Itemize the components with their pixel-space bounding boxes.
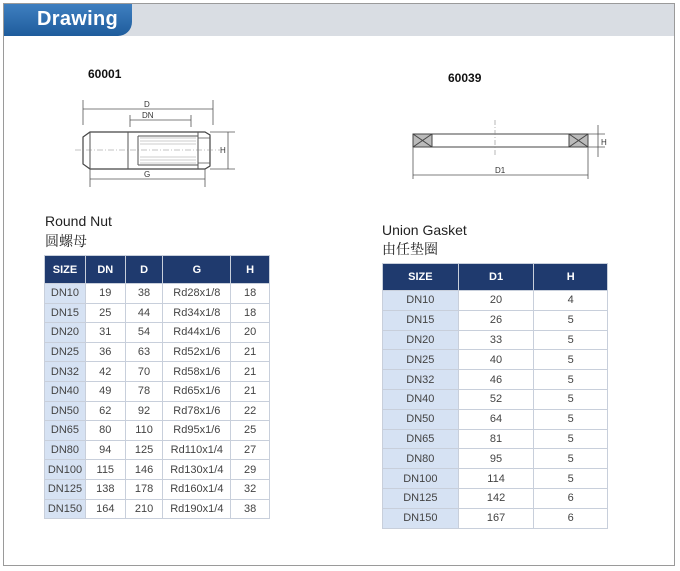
table-cell: 142 bbox=[458, 488, 534, 508]
table-cell: Rd95x1/6 bbox=[163, 421, 231, 441]
table-cell: Rd34x1/8 bbox=[163, 303, 231, 323]
table-cell: 38 bbox=[125, 284, 163, 304]
table-row bbox=[45, 460, 270, 480]
table-cell: 164 bbox=[85, 499, 125, 519]
table-cell: 81 bbox=[458, 429, 534, 449]
table-row bbox=[383, 291, 608, 311]
table-cell: 6 bbox=[534, 488, 608, 508]
table-cell: DN125 bbox=[45, 479, 86, 499]
left-table-header-g: G bbox=[163, 256, 231, 284]
table-cell: 5 bbox=[534, 449, 608, 469]
table-cell: DN20 bbox=[45, 323, 86, 343]
round-nut-table bbox=[44, 255, 270, 519]
table-cell: 138 bbox=[85, 479, 125, 499]
round-nut-caption-zh: 圆螺母 bbox=[45, 233, 87, 249]
table-cell: DN100 bbox=[45, 460, 86, 480]
table-cell: Rd52x1/6 bbox=[163, 342, 231, 362]
table-cell: DN50 bbox=[45, 401, 86, 421]
dim-dn-label: DN bbox=[142, 111, 154, 120]
round-nut-code: 60001 bbox=[88, 67, 122, 81]
table-cell: 6 bbox=[534, 508, 608, 528]
table-cell: 146 bbox=[125, 460, 163, 480]
table-cell: DN65 bbox=[45, 421, 86, 441]
table-cell: 80 bbox=[85, 421, 125, 441]
table-row bbox=[45, 479, 270, 499]
left-table-header-h: H bbox=[231, 256, 270, 284]
table-row bbox=[383, 449, 608, 469]
table-cell: 22 bbox=[231, 401, 270, 421]
table-cell: 5 bbox=[534, 310, 608, 330]
table-cell: DN65 bbox=[383, 429, 459, 449]
table-cell: DN80 bbox=[45, 440, 86, 460]
table-cell: 21 bbox=[231, 342, 270, 362]
table-cell: 54 bbox=[125, 323, 163, 343]
table-cell: 94 bbox=[85, 440, 125, 460]
table-row bbox=[383, 330, 608, 350]
right-table-header-d1: D1 bbox=[458, 264, 534, 291]
table-row bbox=[383, 350, 608, 370]
table-cell: 33 bbox=[458, 330, 534, 350]
table-cell: 110 bbox=[125, 421, 163, 441]
table-row bbox=[383, 389, 608, 409]
table-row bbox=[45, 421, 270, 441]
table-cell: DN40 bbox=[45, 381, 86, 401]
table-cell: 125 bbox=[125, 440, 163, 460]
table-cell: Rd130x1/4 bbox=[163, 460, 231, 480]
table-cell: 44 bbox=[125, 303, 163, 323]
table-row bbox=[383, 429, 608, 449]
table-cell: Rd44x1/6 bbox=[163, 323, 231, 343]
table-cell: 38 bbox=[231, 499, 270, 519]
dim-d1-label: D1 bbox=[495, 166, 506, 175]
table-cell: DN150 bbox=[45, 499, 86, 519]
table-row bbox=[45, 323, 270, 343]
dim-h-label: H bbox=[601, 138, 607, 147]
table-row bbox=[45, 499, 270, 519]
table-cell: Rd110x1/4 bbox=[163, 440, 231, 460]
table-cell: 62 bbox=[85, 401, 125, 421]
table-cell: DN25 bbox=[45, 342, 86, 362]
table-cell: Rd65x1/6 bbox=[163, 381, 231, 401]
table-cell: 114 bbox=[458, 469, 534, 489]
table-cell: 20 bbox=[231, 323, 270, 343]
table-cell: 167 bbox=[458, 508, 534, 528]
table-cell: 4 bbox=[534, 291, 608, 311]
left-table-header-size: SIZE bbox=[45, 256, 86, 284]
table-cell: 5 bbox=[534, 429, 608, 449]
table-cell: DN15 bbox=[383, 310, 459, 330]
table-row bbox=[45, 401, 270, 421]
table-cell: 5 bbox=[534, 330, 608, 350]
table-cell: 19 bbox=[85, 284, 125, 304]
table-row bbox=[383, 370, 608, 390]
table-cell: 21 bbox=[231, 381, 270, 401]
table-cell: Rd160x1/4 bbox=[163, 479, 231, 499]
dim-g-label: G bbox=[144, 170, 151, 179]
table-cell: 25 bbox=[231, 421, 270, 441]
table-cell: DN50 bbox=[383, 409, 459, 429]
table-cell: DN32 bbox=[383, 370, 459, 390]
table-cell: 115 bbox=[85, 460, 125, 480]
round-nut-caption-en: Round Nut bbox=[45, 213, 112, 229]
union-gasket-drawing bbox=[400, 115, 615, 185]
union-gasket-code: 60039 bbox=[448, 71, 482, 85]
table-cell: 29 bbox=[231, 460, 270, 480]
table-cell: 20 bbox=[458, 291, 534, 311]
table-cell: DN125 bbox=[383, 488, 459, 508]
table-cell: DN40 bbox=[383, 389, 459, 409]
table-cell: Rd58x1/6 bbox=[163, 362, 231, 382]
union-gasket-caption-en: Union Gasket bbox=[382, 222, 467, 238]
table-cell: 5 bbox=[534, 389, 608, 409]
table-cell: 178 bbox=[125, 479, 163, 499]
table-cell: 95 bbox=[458, 449, 534, 469]
left-table-header-d: D bbox=[125, 256, 163, 284]
table-cell: 52 bbox=[458, 389, 534, 409]
table-row bbox=[45, 440, 270, 460]
table-cell: 40 bbox=[458, 350, 534, 370]
table-cell: DN32 bbox=[45, 362, 86, 382]
table-cell: 49 bbox=[85, 381, 125, 401]
table-cell: DN100 bbox=[383, 469, 459, 489]
table-cell: 31 bbox=[85, 323, 125, 343]
table-row bbox=[383, 409, 608, 429]
dim-h-label: H bbox=[220, 146, 226, 155]
union-gasket-caption-zh: 由任垫圈 bbox=[382, 241, 438, 257]
table-cell: 64 bbox=[458, 409, 534, 429]
table-cell: 70 bbox=[125, 362, 163, 382]
table-cell: 5 bbox=[534, 350, 608, 370]
left-table-header-dn: DN bbox=[85, 256, 125, 284]
table-cell: 63 bbox=[125, 342, 163, 362]
table-cell: 46 bbox=[458, 370, 534, 390]
table-cell: 32 bbox=[231, 479, 270, 499]
table-cell: Rd190x1/4 bbox=[163, 499, 231, 519]
table-cell: 36 bbox=[85, 342, 125, 362]
table-cell: 210 bbox=[125, 499, 163, 519]
table-cell: 26 bbox=[458, 310, 534, 330]
table-cell: DN10 bbox=[45, 284, 86, 304]
table-row bbox=[383, 488, 608, 508]
section-header bbox=[4, 4, 674, 36]
table-cell: Rd78x1/6 bbox=[163, 401, 231, 421]
table-row bbox=[45, 342, 270, 362]
table-cell: 25 bbox=[85, 303, 125, 323]
table-cell: 5 bbox=[534, 469, 608, 489]
table-cell: DN15 bbox=[45, 303, 86, 323]
table-cell: 27 bbox=[231, 440, 270, 460]
table-cell: 21 bbox=[231, 362, 270, 382]
table-cell: 92 bbox=[125, 401, 163, 421]
table-cell: DN80 bbox=[383, 449, 459, 469]
right-table-header-h: H bbox=[534, 264, 608, 291]
table-cell: 18 bbox=[231, 284, 270, 304]
table-row bbox=[45, 362, 270, 382]
table-cell: DN25 bbox=[383, 350, 459, 370]
round-nut-drawing bbox=[60, 95, 250, 190]
table-row bbox=[383, 310, 608, 330]
table-row bbox=[45, 381, 270, 401]
table-cell: DN10 bbox=[383, 291, 459, 311]
page-title: Drawing bbox=[37, 8, 118, 30]
table-cell: 18 bbox=[231, 303, 270, 323]
table-row bbox=[383, 508, 608, 528]
table-cell: 5 bbox=[534, 409, 608, 429]
table-row bbox=[45, 303, 270, 323]
table-row bbox=[383, 469, 608, 489]
table-row bbox=[45, 284, 270, 304]
header-tab bbox=[4, 4, 132, 36]
table-cell: DN150 bbox=[383, 508, 459, 528]
union-gasket-table bbox=[382, 263, 608, 529]
table-cell: DN20 bbox=[383, 330, 459, 350]
table-cell: 5 bbox=[534, 370, 608, 390]
right-table-header-size: SIZE bbox=[383, 264, 459, 291]
table-cell: Rd28x1/8 bbox=[163, 284, 231, 304]
table-cell: 78 bbox=[125, 381, 163, 401]
dim-d-label: D bbox=[144, 100, 150, 109]
table-cell: 42 bbox=[85, 362, 125, 382]
